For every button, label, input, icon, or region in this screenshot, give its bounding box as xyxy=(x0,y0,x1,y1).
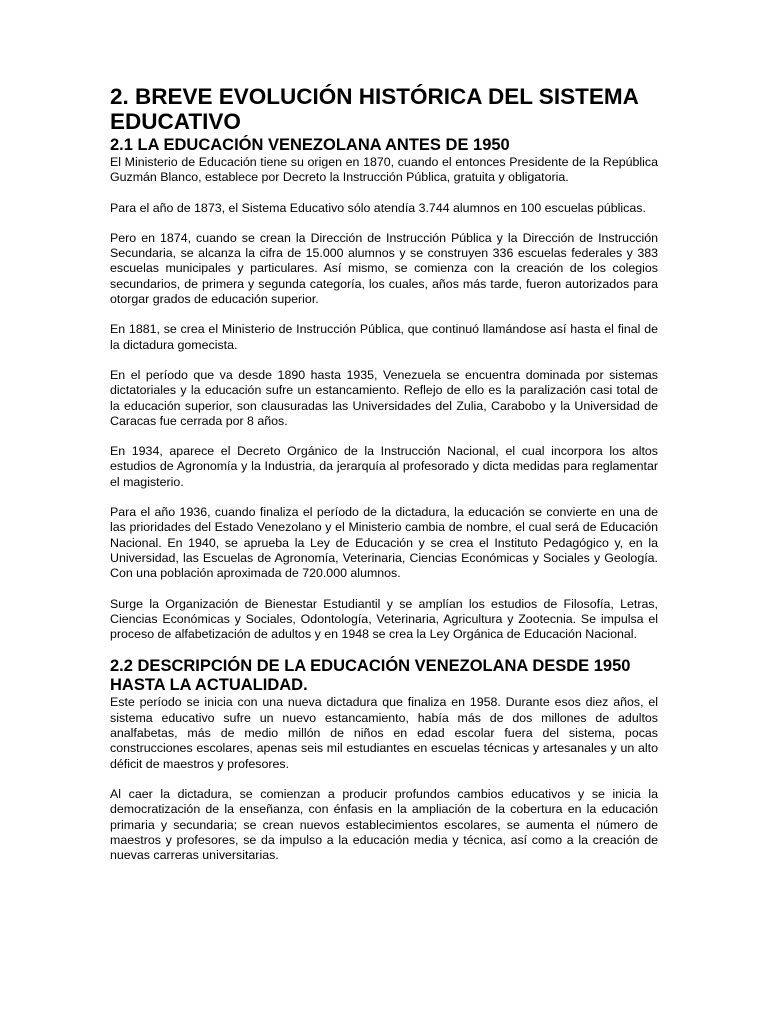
paragraph: Surge la Organización de Bienestar Estudiantil y se amplían los estudios de Filosofía, Letras, Ciencias Económicas y Sociales, Odontología, Veterinaria, Agricultura y Zootecnia. Se impulsa el proceso de alfabetización de adultos y en 1948 se crea la Ley Orgánica de Educación Nacional. xyxy=(110,596,658,642)
paragraph: En el período que va desde 1890 hasta 1935, Venezuela se encuentra dominada por sistemas dictatoriales y la educación sufre un estancamiento. Reflejo de ello es la paralización casi total de la educación superior, son clausuradas las Universidades del Zulia, Carabobo y la Universidad de Caracas fue cerrada por 8 años. xyxy=(110,367,658,428)
section-heading-2-2: 2.2 DESCRIPCIÓN DE LA EDUCACIÓN VENEZOLANA DESDE 1950 HASTA LA ACTUALIDAD. xyxy=(110,657,631,695)
paragraph: Para el año de 1873, el Sistema Educativo sólo atendía 3.744 alumnos en 100 escuelas públicas. xyxy=(110,200,646,215)
paragraph: En 1881, se crea el Ministerio de Instrucción Pública, que continuó llamándose así hasta el final de la dictadura gomecista. xyxy=(110,322,658,352)
page-title: 2. BREVE EVOLUCIÓN HISTÓRICA DEL SISTEMA EDUCATIVO xyxy=(110,84,638,134)
document-page xyxy=(110,84,658,878)
paragraph: Este período se inicia con una nueva dictadura que finaliza en 1958. Durante esos diez años, el sistema educativo sufre un nuevo estancamiento, había más de dos millones de adultos analfabetas, más de medio millón de niños en edad escolar fuera del sistema, pocas construcciones escolares, apenas seis mil estudiantes en escuelas técnicas y artesanales y un alto déficit de maestros y profesores. xyxy=(110,695,658,771)
paragraph: En 1934, aparece el Decreto Orgánico de la Instrucción Nacional, el cual incorpora los altos estudios de Agronomía y la Industria, da jerarquía al profesorado y dicta medidas para reglamentar el magisterio. xyxy=(110,444,658,489)
paragraph: Pero en 1874, cuando se crean la Dirección de Instrucción Pública y la Dirección de Instrucción Secundaria, se alcanza la cifra de 15.000 alumnos y se construyen 336 escuelas federales y 383 escuelas municipales y particulares. Así mismo, se comienza con la creación de los colegios secundarios, de primera y segunda categoría, los cuales, años más tarde, fueron autorizados para otorgar grados de educación superior. xyxy=(110,230,658,307)
paragraph: Para el año 1936, cuando finaliza el período de la dictadura, la educación se convierte en una de las prioridades del Estado Venezolano y el Ministerio cambia de nombre, el cual será de Educación Nacional. En 1940, se aprueba la Ley de Educación y se crea el Instituto Pedagógico y, en la Universidad, las Escuelas de Agronomía, Veterinaria, Ciencias Económicas y Sociales y Geología. Con una población aproximada de 720.000 alumnos. xyxy=(110,505,658,581)
paragraph: El Ministerio de Educación tiene su origen en 1870, cuando el entonces Presidente de la República Guzmán Blanco, establece por Decreto la Instrucción Pública, gratuita y obligatoria. xyxy=(110,155,658,185)
paragraph: Al caer la dictadura, se comienzan a producir profundos cambios educativos y se inicia la democratización de la enseñanza, con énfasis en la ampliación de la cobertura en la educación primaria y secundaria; se crean nuevos establecimientos escolares, se aumenta el número de maestros y profesores, se da impulso a la educación media y técnica, así como a la creación de nuevas carreras universitarias. xyxy=(110,786,658,863)
section-heading-2-1: 2.1 LA EDUCACIÓN VENEZOLANA ANTES DE 1950 xyxy=(110,136,510,154)
